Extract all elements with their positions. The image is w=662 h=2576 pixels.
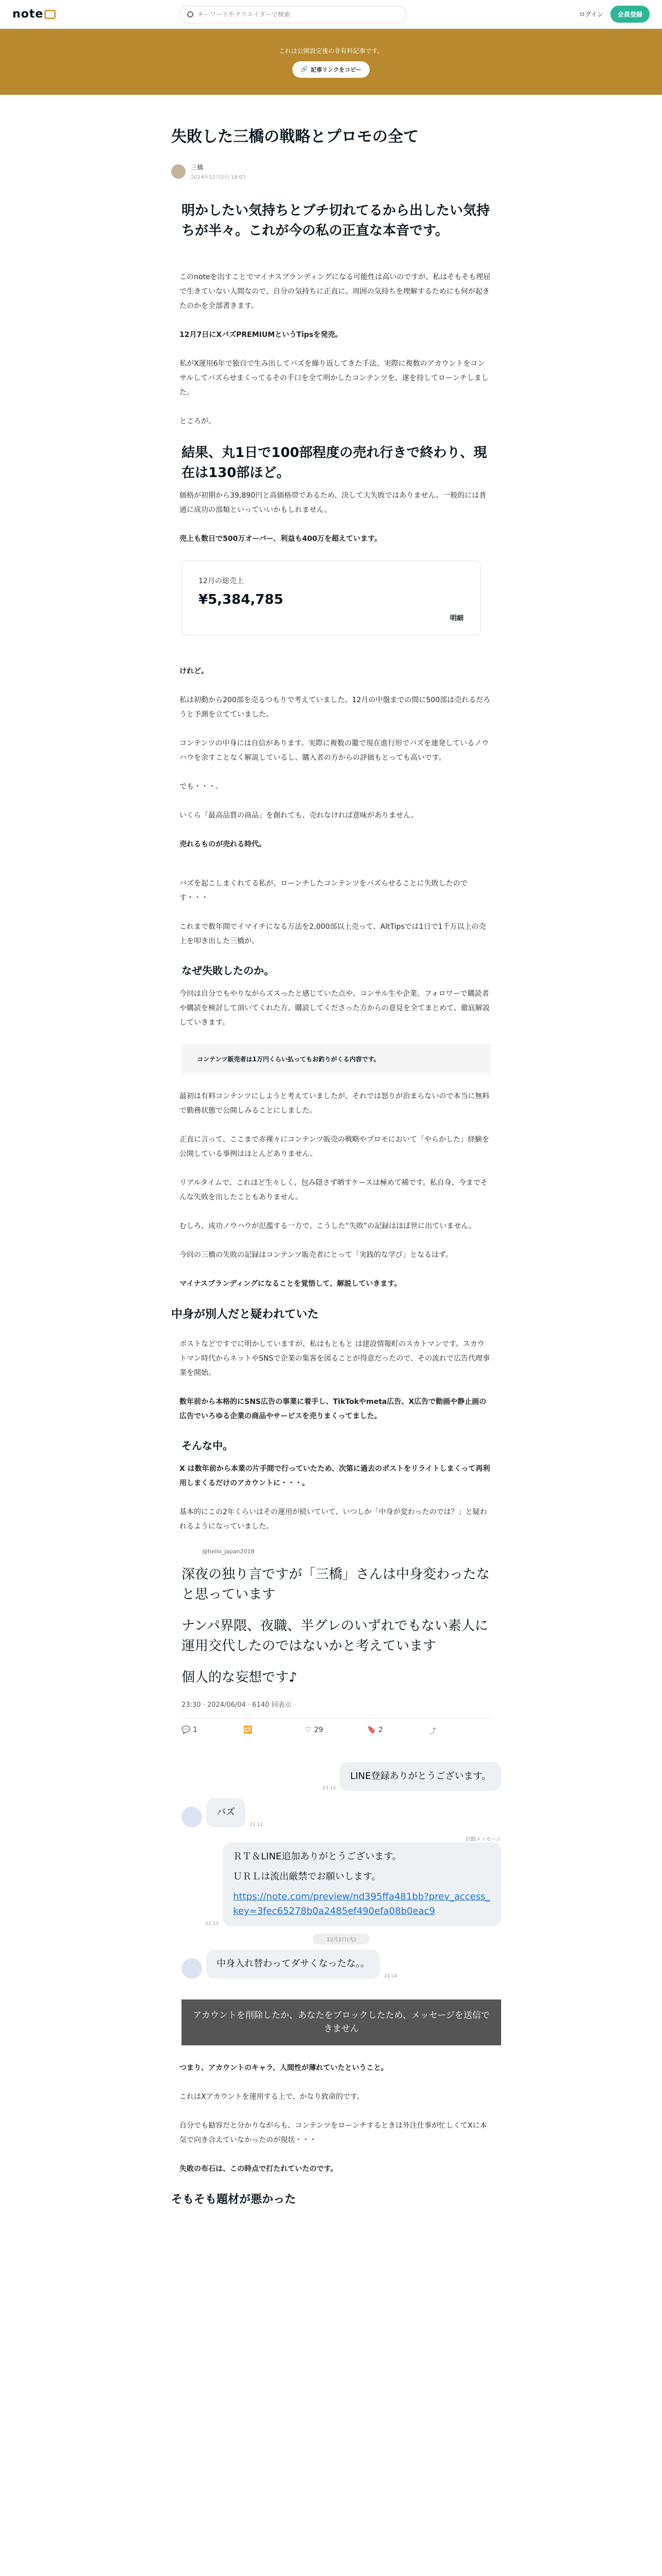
share-icon: ⤴ [429,1727,436,1736]
chat-screenshot [181,1762,501,2045]
paragraph: 基本的にこの2年くらいはその運用が続いていて、いつしか「中身が変わったのでは？」と疑われるようになっていました。 [179,1507,487,1531]
paragraph: 正直に言って、ここまで赤裸々にコンテンツ販売の戦略やプロモにおいて「やらかした」経験を公開している事例はほとんどありません。 [179,1135,490,1158]
paragraph: つまり、アカウントのキャラ、人間性が薄れていたということ。 [179,2063,388,2072]
copy-link-label: 記事リンクをコピー [310,66,362,73]
search-placeholder: キーワードやクリエイターで検索 [197,11,290,18]
bookmark-icon: 🔖 2 [367,1725,383,1734]
search-input[interactable] [179,6,406,23]
paragraph: 売れるものが売れる時代。 [179,840,266,849]
paragraph: むしろ、成功ノウハウが氾濫する一方で、こうした“失敗”の記録はほぼ世に出ていません。 [179,1222,476,1230]
tweet-line: ナンパ界隈、夜職、半グレのいずれでもない素人に運用交代したのではないかと考えています [181,1618,488,1654]
chat-avatar [181,1958,202,1979]
search-icon [187,11,193,18]
paragraph: これまで数年間でイマイチになる万法を2,000部以上売って、AltTipsでは1日で1千万以上の売上を叩き出した三橋が。 [179,922,486,945]
quote-block: コンテンツ販売者は1万円くらい払ってもお釣りがくる内容です。 [181,1044,491,1074]
chat-bubble: 中身入れ替わってダサくなったな。。 [206,1950,380,1979]
embedded-tweet-image [171,1548,491,1747]
paragraph: マイナスブランディングになることを覚悟して、解説していきます。 [179,1279,402,1288]
login-button[interactable]: ログイン [578,11,603,18]
paragraph: ところが。 [179,417,216,426]
article [171,95,501,2207]
paragraph: 今回は自分でもやりながらズスったと感じていた点や、コンサル生や企業、フォロワーで購読者や購読を検討して頂いてくれた方、購読してくださった方からの意見を全てまとめて、徹底解説していきます。 [179,989,490,1027]
chat-link[interactable]: https://note.com/preview/nd395ffa481bb?prev_access_key=3fec65278b0a2485ef490efa08b0eac9 [233,1891,490,1917]
sales-detail-link[interactable]: 明細 [450,614,464,622]
chat-time: 21:12 [250,1822,263,1828]
heading-3: なぜ失敗したのか。 [181,964,274,977]
heading-4: そんな中。 [181,1439,233,1452]
chat-line: ＵＲＬは流出厳禁でお願いします。 [233,1871,381,1882]
banner-text: これは公開設定後の非有料記事です。 [278,47,384,55]
avatar[interactable] [171,164,186,179]
tweet-line: 深夜の独り言ですが「三橋」さんは中身変わったなと思っています [181,1566,490,1602]
sales-value: ¥5,384,785 [198,591,284,607]
paragraph: 12月7日にXバズPREMIUMというTipsを発売。 [179,330,342,339]
paragraph: 売上も数日で500万オーバー、利益も400万を超えています。 [179,534,382,543]
tweet-meta: 23:30 · 2024/06/04 · 6140 回表示 [181,1701,292,1709]
article-title: 失敗した三橋の戦略とプロモの全て [171,128,419,146]
signup-button[interactable]: 会員登録 [610,6,650,23]
paragraph: 自分でも勧容だと分かりながらも、コンテンツをローンチするときは外注仕事が忙しくてXに本気で向き合えていなかったのが現状・・・ [179,2121,487,2144]
link-icon: 🔗 [300,66,308,73]
paragraph: 今回の三橋の失敗の記録はコンテンツ販売者にとって「実践的な学び」となるはず。 [179,1250,453,1259]
chat-time: 21:14 [384,1974,398,1979]
like-icon: ♡ 29 [305,1725,323,1734]
paragraph: リアルタイムで、これほど生々しく、包み隠さず晒すケースは極めて稀です。私自身、今までそんな失敗を出したこともありません。 [179,1178,488,1201]
paragraph: ボストなどですでに明かしていますが、私はもともと は建設情報町のスカトマンです。スカウトマン時代からネットやSNSで企業の集客を図ることが得意だったので、その流れで広告代理事業を開始。 [179,1340,490,1377]
chat-line: ＲＴ＆LINE追加ありがとうございます。 [233,1851,402,1862]
paragraph: 失敗の布石は、この時点で打たれていたのです。 [179,2164,338,2173]
banner [0,29,662,95]
chat-avatar [181,1807,202,1827]
chat-label: 自動メッセージ [465,1837,501,1843]
chat-time: 21:13 [205,1921,219,1927]
paragraph: でも・・・。 [179,782,223,791]
publish-date: 2024年12月2日 18:07 [191,174,246,180]
paragraph: 価格が初期から39,890円と高価格帯であるため、決して大失敗ではありません。一般的には普通に成功の部類といっていいかもしれません。 [179,491,487,514]
paragraph: コンテンツの中身には自信があります。実際に複数の籠で現在進行形でバズを連発しているノウハウを余すことなく解説しているし、購入者の方からの評価もとっても高いです。 [179,739,489,762]
logo-mark-icon [44,10,56,19]
paragraph: バズを起こしまくれてる私が、ローンチしたコンテンツをバズらせることに失敗したのです・・・ [179,879,468,902]
author-name[interactable]: 三橋 [191,163,204,171]
paragraph: X は数年前から本業の片手間で行っていたため、次第に過去のポストをリライトしまくって再利用しまくるだけのアカウントに・・・。 [179,1464,490,1487]
heading-2: 結果、丸1日で100部程度の売れ行きで終わり、現在は130部ほど。 [181,445,487,481]
header-actions [579,6,650,23]
sales-card [181,561,481,635]
paragraph: 私がX運用6年で独自で生み出してバズを繰り返してきた手法、実際に複数のアカウントをコンサルしてバズらせまくってるその手口を全て明かしたコンテンツを、遂を持してローンチしました。 [179,359,489,397]
chat-bubble: バズ [206,1798,245,1827]
tweet-line: 個人的な妄想です♪ [181,1669,297,1685]
paragraph: このnoteを出すことでマイナスブランディングになる可能性は高いのですが、私はそもそも理屈で生きていない人間なので、自分の気持ちに正直に、周囲の気持ちを理解するためにも何が起きたのかを全部書きます。 [179,273,491,310]
paragraph: 私は初動から200部を売るつもりで考えていました。12月の中盤までの間に500部は売れるだろうと予測を立てていました。 [179,696,491,719]
copy-link-button[interactable] [292,61,370,78]
heading-1: 明かしたい気持ちとブチ切れてるから出したい気持ちが半々。これが今の私の正直な本音です。 [181,202,490,239]
section-heading: そもそも題材が悪かった [171,2193,296,2206]
reply-icon: 💬 1 [181,1725,197,1734]
chat-notice: アカウントを削除したか、あなたをブロックしたため、メッセージを送信できません [181,1999,501,2045]
site-header [0,0,662,29]
logo-text: note [12,8,44,21]
chat-date-pill: 12月2日(火) [313,1934,370,1944]
chat-bubble [223,1842,501,1926]
tweet-text [181,1565,491,1688]
retweet-icon: 🔁 [243,1725,253,1734]
paragraph: 最初は有料コンテンツにしようと考えていましたが、それでは怒りが治まらないので本当に無料で勤務状態で公開しみることにしました。 [179,1092,490,1115]
tweet-user: @hello_japan2018 [202,1548,255,1555]
tweet-actions [181,1718,491,1736]
chat-bubble: LINE登録ありがとうございます。 [340,1762,501,1791]
section-heading: 中身が別人だと疑われていた [171,1308,319,1321]
paragraph: 数年前から本格的にSNS広告の事業に着手し、TikTokやmeta広告、X広告で動画や静止画の広告でいろゆる企業の商品やサービスを売りまくってました。 [179,1397,487,1420]
paragraph: いくら「最高品質の商品」を創れても、売れなければ意味がありません。 [179,811,418,820]
author-info[interactable] [171,163,491,180]
sales-label: 12月の総売上 [198,577,244,585]
chat-time: 23:13 [322,1786,336,1791]
logo[interactable] [12,8,56,21]
paragraph: けれど。 [179,667,208,675]
paragraph: これはXアカウントを運用する上で、かなり致命的です。 [179,2092,365,2101]
